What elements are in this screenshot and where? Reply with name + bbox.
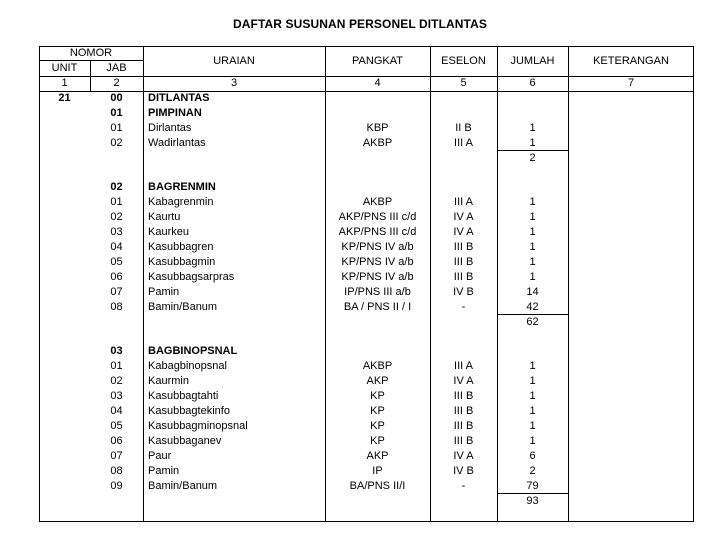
cell-jab: 01 <box>110 107 123 119</box>
cell-jumlah: 1 <box>529 226 536 238</box>
header-keterangan: KETERANGAN <box>593 55 669 67</box>
cell-jumlah: 2 <box>529 465 536 477</box>
cell-jab: 06 <box>110 435 123 447</box>
cell-pangkat: IP <box>372 465 383 477</box>
cell-jumlah: 1 <box>529 211 536 223</box>
header-jumlah: JUMLAH <box>510 55 555 67</box>
header-pangkat: PANGKAT <box>352 55 403 67</box>
cell-uraian: Kasubbagtekinfo <box>148 405 230 417</box>
cell-jab: 01 <box>110 122 123 134</box>
cell-jab: 04 <box>110 405 123 417</box>
cell-pangkat: AKP/PNS III c/d <box>338 226 417 238</box>
header-jab: JAB <box>106 62 127 74</box>
header-number: 7 <box>627 77 635 89</box>
header-number: 3 <box>230 77 238 89</box>
cell-jab: 05 <box>110 420 123 432</box>
cell-jab: 02 <box>110 375 123 387</box>
header-number: 1 <box>61 77 68 89</box>
cell-uraian: Bamin/Banum <box>148 480 218 492</box>
cell-jab: 02 <box>110 137 123 149</box>
cell-pangkat: KP <box>370 420 385 432</box>
cell-uraian: Pamin <box>148 465 180 477</box>
cell-uraian: Kabagbinopsnal <box>148 360 227 372</box>
cell-jumlah: 1 <box>529 137 536 149</box>
cell-jumlah: 1 <box>529 122 536 134</box>
cell-uraian: BAGRENMIN <box>148 181 216 193</box>
cell-uraian: DITLANTAS <box>148 92 210 104</box>
cell-jab: 05 <box>110 256 123 268</box>
cell-uraian: Kasubbaganev <box>148 435 222 447</box>
cell-pangkat: KP <box>370 435 385 447</box>
section-total: 62 <box>526 316 539 328</box>
cell-jab: 09 <box>110 480 123 492</box>
cell-uraian: Bamin/Banum <box>148 301 218 313</box>
cell-uraian: Pamin <box>148 286 180 298</box>
header-number: 6 <box>529 77 536 89</box>
cell-jab: 00 <box>110 92 123 104</box>
cell-pangkat: KP/PNS IV a/b <box>341 256 414 268</box>
col-divider <box>568 46 569 522</box>
cell-pangkat: KP <box>370 405 385 417</box>
cell-uraian: BAGBINOPSNAL <box>148 345 238 357</box>
cell-jab: 07 <box>110 286 123 298</box>
cell-uraian: Kabagrenmin <box>148 196 214 208</box>
header-number: 4 <box>374 77 381 89</box>
cell-jab: 02 <box>110 211 123 223</box>
cell-jab: 04 <box>110 241 123 253</box>
cell-jumlah: 1 <box>529 360 536 372</box>
cell-eselon: III B <box>453 405 474 417</box>
cell-pangkat: AKP/PNS III c/d <box>338 211 417 223</box>
cell-jab: 08 <box>110 301 123 313</box>
cell-jab: 03 <box>110 345 123 357</box>
cell-eselon: IV A <box>453 375 474 387</box>
cell-jab: 03 <box>110 390 123 402</box>
cell-jab: 08 <box>110 465 123 477</box>
header-number: 5 <box>460 77 467 89</box>
cell-pangkat: BA/PNS II/I <box>349 480 406 492</box>
cell-eselon: III B <box>453 390 474 402</box>
cell-eselon: II B <box>455 122 472 134</box>
cell-jumlah: 1 <box>529 196 536 208</box>
header-unit: UNIT <box>51 62 78 74</box>
cell-pangkat: KP/PNS IV a/b <box>341 241 414 253</box>
cell-jumlah: 6 <box>529 450 536 462</box>
cell-jab: 06 <box>110 271 123 283</box>
cell-jab: 02 <box>110 181 123 193</box>
cell-eselon: IV A <box>453 211 474 223</box>
cell-eselon: IV B <box>453 286 474 298</box>
cell-eselon: III B <box>453 420 474 432</box>
cell-uraian: Kaurtu <box>148 211 181 223</box>
cell-pangkat: AKBP <box>362 360 393 372</box>
cell-uraian: Dirlantas <box>148 122 192 134</box>
cell-uraian: Kasubbagsarpras <box>148 271 235 283</box>
header-eselon: ESELON <box>441 55 486 67</box>
cell-pangkat: AKBP <box>362 196 393 208</box>
cell-eselon: - <box>461 301 466 313</box>
col-divider <box>143 46 144 522</box>
cell-pangkat: AKBP <box>362 137 393 149</box>
cell-eselon: III B <box>453 256 474 268</box>
cell-pangkat: KP/PNS IV a/b <box>341 271 414 283</box>
cell-jab: 01 <box>110 360 123 372</box>
cell-jumlah: 1 <box>529 435 536 447</box>
cell-jab: 03 <box>110 226 123 238</box>
unit-value: 21 <box>58 92 71 104</box>
cell-eselon: - <box>461 480 466 492</box>
page-title: DAFTAR SUSUNAN PERSONEL DITLANTAS <box>233 17 487 31</box>
cell-pangkat: BA / PNS II / I <box>343 301 412 313</box>
cell-jumlah: 1 <box>529 405 536 417</box>
cell-uraian: Kasubbagren <box>148 241 214 253</box>
cell-eselon: IV A <box>453 226 474 238</box>
cell-jab: 07 <box>110 450 123 462</box>
cell-pangkat: AKP <box>366 450 389 462</box>
cell-uraian: Kaurkeu <box>148 226 189 238</box>
cell-eselon: III B <box>453 271 474 283</box>
cell-jumlah: 1 <box>529 375 536 387</box>
cell-eselon: III A <box>454 360 473 372</box>
cell-pangkat: KBP <box>366 122 389 134</box>
cell-uraian: Kasubbagminopsnal <box>148 420 248 432</box>
cell-jumlah: 42 <box>526 301 539 313</box>
cell-eselon: IV B <box>453 465 474 477</box>
cell-jumlah: 1 <box>529 271 536 283</box>
cell-pangkat: KP <box>370 390 385 402</box>
cell-jumlah: 1 <box>529 420 536 432</box>
cell-jumlah: 1 <box>529 256 536 268</box>
section-total: 93 <box>526 495 539 507</box>
cell-uraian: Kaurmin <box>148 375 189 387</box>
cell-pangkat: IP/PNS III a/b <box>344 286 411 298</box>
cell-uraian: Kasubbagtahti <box>148 390 219 402</box>
cell-eselon: III B <box>453 435 474 447</box>
cell-pangkat: AKP <box>366 375 389 387</box>
cell-eselon: III A <box>454 137 473 149</box>
header-number: 2 <box>113 77 120 89</box>
cell-uraian: Paur <box>148 450 172 462</box>
cell-jumlah: 14 <box>526 286 539 298</box>
cell-jumlah: 79 <box>526 480 539 492</box>
cell-jumlah: 1 <box>529 390 536 402</box>
cell-eselon: IV A <box>453 450 474 462</box>
cell-uraian: PIMPINAN <box>148 107 202 119</box>
header-nomor: NOMOR <box>69 47 113 59</box>
cell-jab: 01 <box>110 196 123 208</box>
cell-uraian: Wadirlantas <box>148 137 206 149</box>
cell-eselon: III B <box>453 241 474 253</box>
section-total: 2 <box>529 152 536 164</box>
cell-eselon: III A <box>454 196 473 208</box>
cell-uraian: Kasubbagmin <box>148 256 216 268</box>
cell-jumlah: 1 <box>529 241 536 253</box>
header-uraian: URAIAN <box>213 55 255 67</box>
